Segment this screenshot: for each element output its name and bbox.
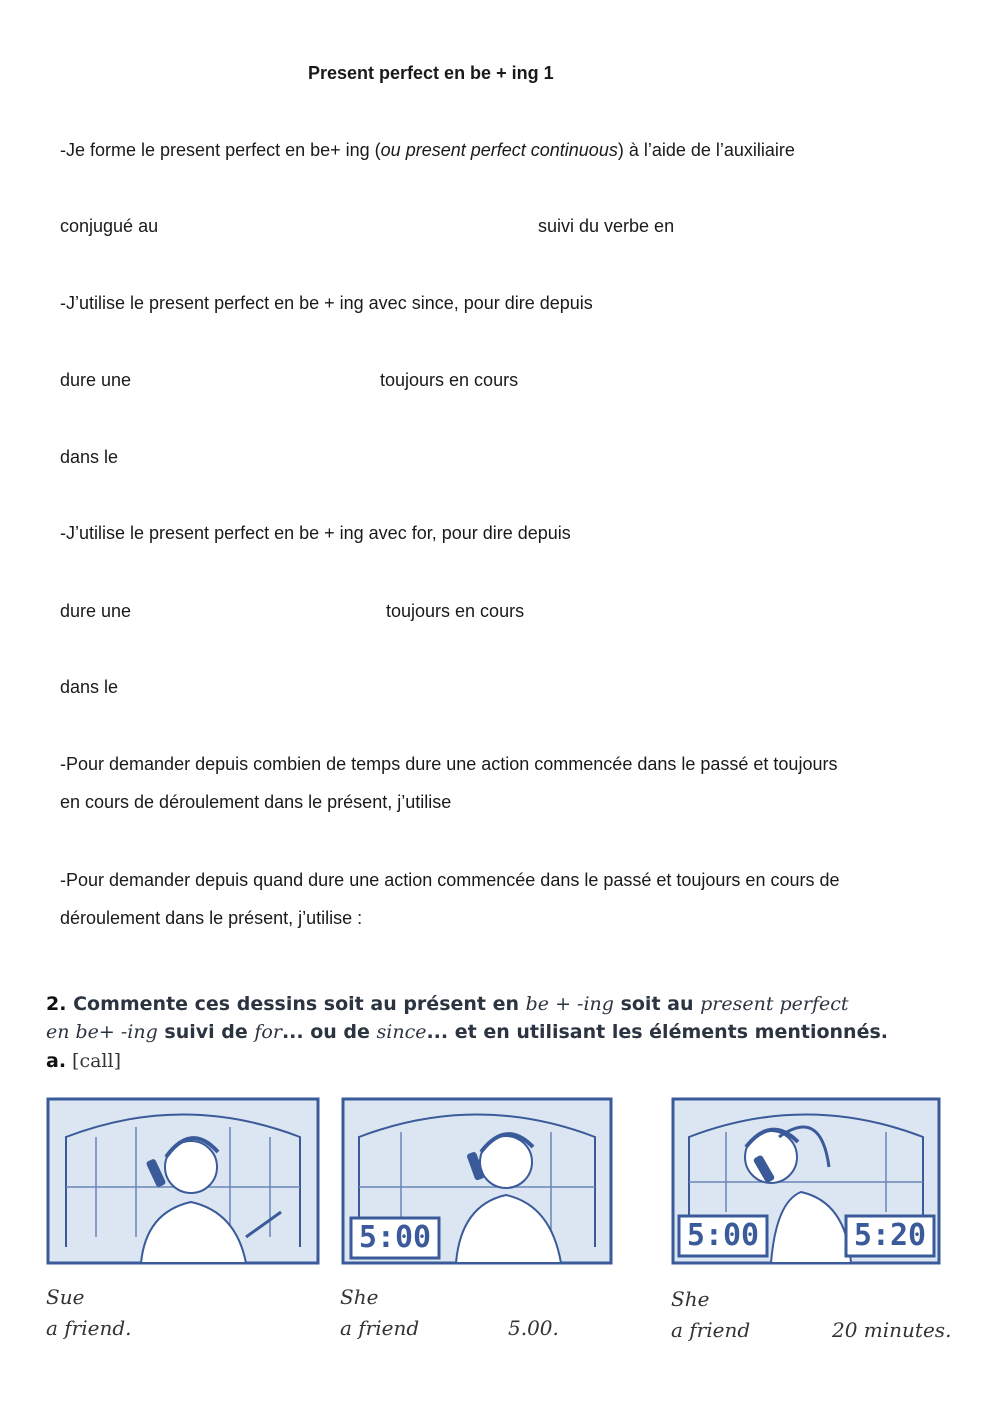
caption-3-duration: 20 minutes.	[832, 1318, 952, 1342]
rule-line-7a: dure une	[60, 601, 132, 621]
comic-panel-3	[671, 1097, 941, 1265]
rule-line-1	[60, 139, 795, 161]
rule-line-5: dans le	[60, 447, 119, 467]
text: Commente ces dessins soit au présent en	[66, 993, 526, 1015]
text-italic: since	[376, 1021, 427, 1043]
item-verb: [call]	[72, 1050, 121, 1072]
phone-call-illustration	[46, 1097, 320, 1265]
caption-1-object: a friend.	[46, 1316, 132, 1340]
exercise-item-a	[46, 1050, 121, 1072]
clock-display-end: 5:20	[853, 1218, 927, 1253]
text: ... et en utilisant les éléments mentionnés.	[426, 1021, 888, 1043]
caption-3-object: a friend	[671, 1318, 751, 1342]
caption-3-subject: She	[671, 1287, 710, 1311]
text-italic: ou present perfect continuous	[380, 140, 618, 160]
clock-display: 5:00	[358, 1220, 432, 1255]
text: -Je forme le present perfect en be+ ing (	[60, 140, 381, 160]
text-italic: be + -ing	[525, 993, 614, 1015]
text-italic: for	[254, 1021, 282, 1043]
caption-2-subject: She	[340, 1285, 379, 1309]
rule-line-3: -J’utilise le present perfect en be + ing avec since, pour dire depuis	[60, 293, 593, 313]
rule-line-2a: conjugué au	[60, 216, 159, 236]
rule-line-9: -Pour demander depuis combien de temps dure une action commencée dans le passé et toujours	[60, 754, 838, 774]
rule-line-6: -J’utilise le present perfect en be + ing avec for, pour dire depuis	[60, 523, 571, 543]
rule-line-8: dans le	[60, 677, 119, 697]
caption-2-object: a friend	[340, 1316, 420, 1340]
rule-line-11: -Pour demander depuis quand dure une action commencée dans le passé et toujours en cours de	[60, 870, 840, 890]
text: ... ou de	[281, 1021, 377, 1043]
caption-2-time: 5.00.	[508, 1316, 559, 1340]
comic-panel-2	[341, 1097, 613, 1265]
page-title: Present perfect en be + ing 1	[308, 63, 554, 83]
instruction-line-2	[46, 1018, 946, 1046]
text-italic: present perfect	[700, 993, 849, 1015]
caption-1-subject: Sue	[46, 1285, 85, 1309]
rule-line-4a: dure une	[60, 370, 132, 390]
exercise-instructions	[46, 990, 946, 1046]
clock-display-start: 5:00	[686, 1218, 760, 1253]
item-letter: a.	[46, 1050, 67, 1072]
instruction-line-1	[46, 990, 946, 1018]
rule-line-12: déroulement dans le présent, j’utilise :	[60, 908, 363, 928]
rule-line-10: en cours de déroulement dans le présent, j’utilise	[60, 792, 452, 812]
rule-line-2b: suivi du verbe en	[538, 216, 675, 236]
text: soit au	[613, 993, 701, 1015]
rule-line-4b: toujours en cours	[380, 370, 519, 390]
comic-panel-1	[46, 1097, 320, 1265]
text: suivi de	[157, 1021, 255, 1043]
text-italic: en be+ -ing	[46, 1021, 158, 1043]
exercise-number: 2.	[46, 993, 67, 1015]
text: ) à l’aide de l’auxiliaire	[617, 140, 795, 160]
rule-line-7b: toujours en cours	[386, 601, 525, 621]
